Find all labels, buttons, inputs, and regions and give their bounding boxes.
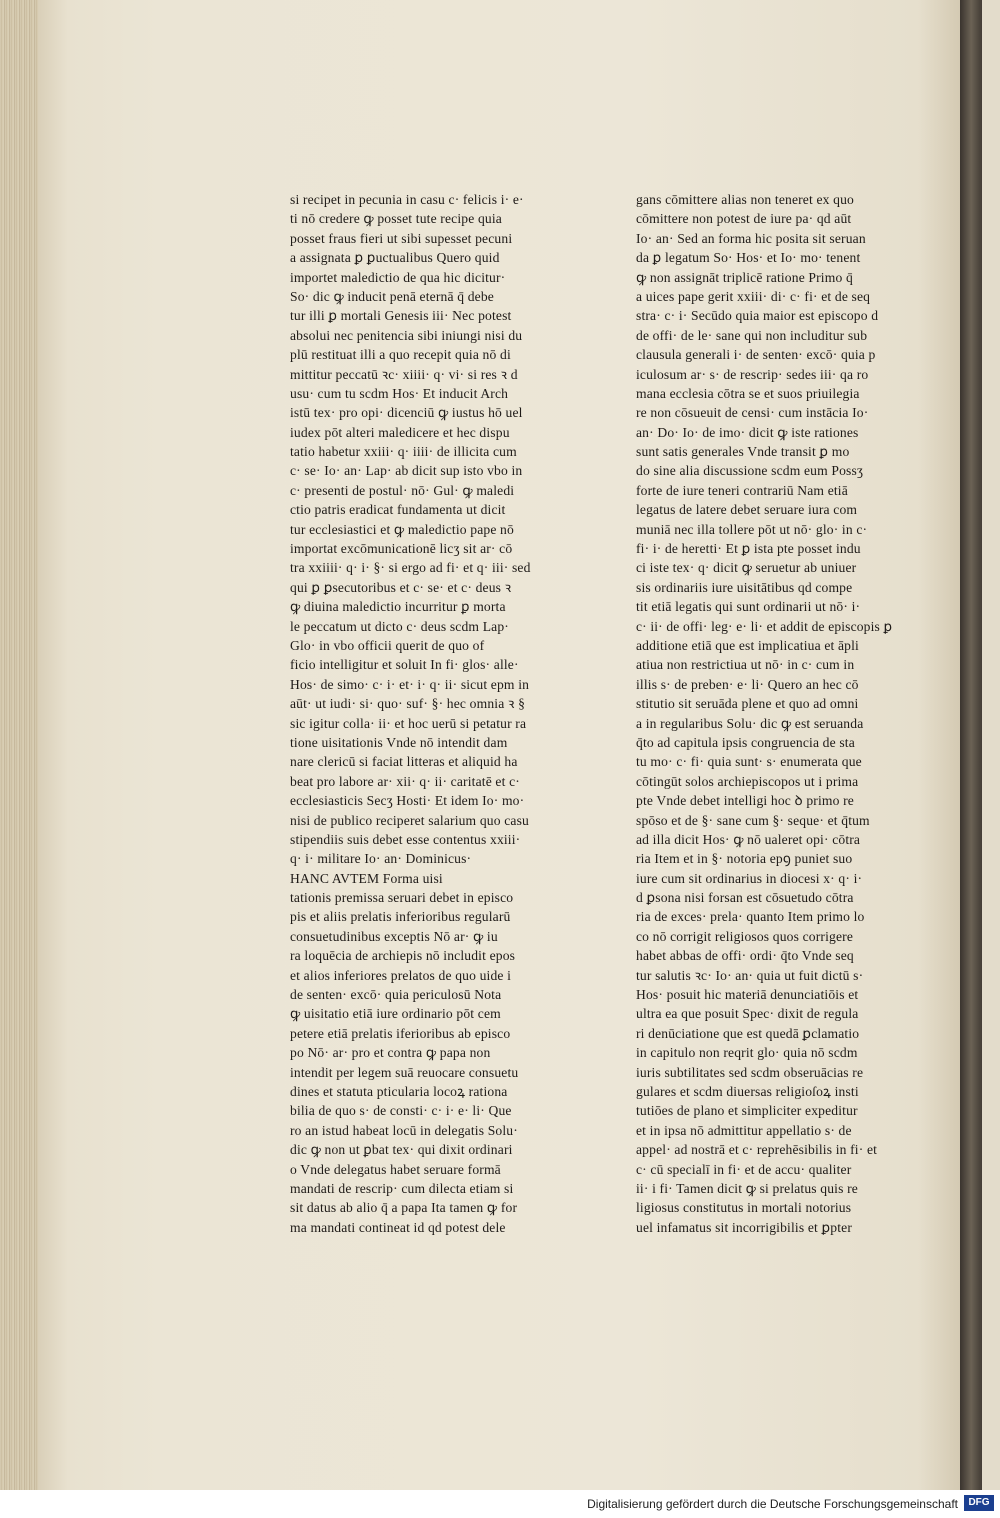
text-line: a uices pape gerit xxiii· di· c· fi· et de seq [636, 288, 871, 304]
text-line: petere etiā prelatis iferioribus ab episco [290, 1025, 511, 1041]
facing-page-edge [982, 0, 1000, 1490]
text-line: mana ecclesia cōtra se et suos priuilegia [636, 385, 860, 401]
text-line: stipendiis suis debet esse contentus xxiii· [290, 831, 521, 847]
footer-credit: Digitalisierung gefördert durch die Deutsche Forschungsgemeinschaft [587, 1497, 958, 1511]
text-line: stitutio sit seruāda plene et quo ad omni [636, 696, 859, 712]
text-line: beat pro labore ar· xii· q· ii· caritatē et c· [290, 773, 520, 789]
text-line: dines et statuta pticularia locoꝝ rationa [290, 1083, 508, 1099]
text-line: clausula generali i· de senten· excō· quia p [636, 347, 876, 363]
text-line: c· presenti de postul· nō· Gul· ꝙ maledi [290, 482, 515, 498]
text-line: ma mandati contineat id qd potest dele [290, 1219, 506, 1235]
text-line: tutiōes de plano et simpliciter expeditur [636, 1103, 858, 1119]
page-edges [0, 0, 40, 1490]
text-line: in capitulo non reqrit glo· quia nō scdm [636, 1045, 858, 1061]
text-line: iudex pōt alteri maledicere et hec dispu [290, 424, 510, 440]
text-line: si recipet in pecunia in casu c· felicis i· e· [290, 192, 524, 207]
text-line: sunt satis generales Vnde transit ꝑ mo [636, 444, 850, 460]
text-line: HANC AVTEM Forma uisi [290, 870, 443, 886]
text-line: ci iste tex· q· dicit ꝙ seruetur ab uniuer [636, 560, 857, 576]
text-line: gulares et scdm diuersas religioſoꝝ insti [636, 1083, 859, 1099]
text-line: ria Item et in §· notoria epꝯ puniet suo [636, 851, 853, 867]
text-line: ctio patris eradicat fundamenta ut dicit [290, 502, 506, 518]
text-line: So· dic ꝙ inducit penā eternā q̄ debe [290, 288, 494, 304]
footer-bar [0, 1490, 1000, 1518]
left-text-column [290, 190, 548, 1237]
text-line: iuris subtilitates sed scdm obseruācias re [636, 1064, 864, 1080]
text-line: ligiosus constitutus in mortali notorius [636, 1200, 852, 1216]
text-line: iure cum sit ordinarius in diocesi x· q· i· [636, 870, 863, 886]
text-line: a in regularibus Solu· dic ꝙ est seruanda [636, 715, 864, 731]
text-line: o Vnde delegatus habet seruare formā [290, 1161, 501, 1177]
text-line: tationis premissa seruari debet in episco [290, 890, 514, 906]
text-line: fi· i· de heretti· Et ꝑ ista pte posset indu [636, 541, 861, 557]
text-line: ro an istud habeat locū in delegatis Solu· [290, 1122, 518, 1138]
text-line: ra loquēcia de archiepis nō includit epos [290, 948, 516, 964]
text-line: legatus de latere debet seruare iura com [636, 502, 858, 518]
text-line: stra· c· i· Secūdo quia maior est episcopo d [636, 308, 879, 324]
text-line: ꝙ uisitatio etiā iure ordinario pōt cem [290, 1006, 501, 1022]
text-line: pte Vnde debet intelligi hoc ꝺ primo re [636, 793, 854, 809]
text-line: illis s· de preben· e· li· Quero an hec cō [636, 676, 859, 692]
text-line: muniā nec illa tollere pōt ut nō· glo· in c· [636, 521, 868, 537]
text-line: a assignata ꝑ ꝑuctualibus Quero quid [290, 250, 500, 266]
text-line: atiua non restrictiua ut nō· in c· cum in [636, 657, 855, 673]
text-line: d ꝑsona nisi forsan est cōsuetudo cōtra [636, 890, 854, 906]
text-line: forte de iure teneri contrariū Nam etiā [636, 482, 848, 498]
text-line: Io· an· Sed an forma hic posita sit seruan [636, 230, 866, 246]
text-line: additione etiā que est implicatiua et āpli [636, 637, 859, 653]
text-line: tra xxiiii· q· i· §· si ergo ad fi· et q· iii· sed [290, 560, 531, 576]
text-line: sic igitur colla· ii· et hoc uerū si petatur ra [290, 715, 527, 731]
text-line: tur illi ꝑ mortali Genesis iii· Nec potest [290, 308, 512, 324]
text-line: pis et aliis prelatis inferioribus regularū [290, 909, 511, 925]
text-line: da ꝑ legatum So· Hos· et Io· mo· tenent [636, 250, 861, 266]
text-line: ecclesiasticis Secʒ Hosti· Et idem Io· mo· [290, 793, 525, 809]
text-line: ii· i fi· Tamen dicit ꝙ si prelatus quis re [636, 1180, 858, 1196]
text-line: c· cū specialī in fi· et de accu· qualiter [636, 1161, 852, 1177]
text-line: Glo· in vbo officii querit de quo of [290, 637, 485, 653]
text-line: nisi de publico reciperet salarium quo casu [290, 812, 529, 828]
text-line: gans cōmittere alias non teneret ex quo [636, 192, 854, 207]
text-line: do sine alia discussione scdm eum Possʒ [636, 463, 864, 479]
text-line: appel· ad nostrā et c· reprehēsibilis in fi· et [636, 1142, 878, 1158]
text-line: usu· cum tu scdm Hos· Et inducit Arch [290, 385, 509, 401]
text-line: c· se· Io· an· Lap· ab dicit sup isto vbo in [290, 463, 523, 479]
text-line: uel infamatus sit incorrigibilis et ꝑpter [636, 1219, 852, 1235]
text-line: de offi· de le· sane qui non includitur sub [636, 327, 868, 343]
text-line: et alios inferiores prelatos de quo uide i [290, 967, 512, 983]
text-line: ti nō credere ꝙ posset tute recipe quia [290, 211, 502, 227]
text-line: ad illa dicit Hos· ꝙ nō ualeret opi· cōtra [636, 831, 861, 847]
text-line: posset fraus fieri ut sibi supesset pecuni [290, 230, 513, 246]
text-line: intendit per legem suā reuocare consuetu [290, 1064, 519, 1080]
text-line: spōso et de §· sane cum §· seque· et q̄tum [636, 812, 870, 828]
text-line: q· i· militare Io· an· Dominicus· [290, 851, 472, 867]
text-line: an· Do· Io· de imo· dicit ꝙ iste rationes [636, 424, 859, 440]
text-line: tu mo· c· fi· quia sunt· s· enumerata que [636, 754, 862, 770]
text-line: ꝙ diuina maledictio incurritur ꝑ morta [290, 599, 506, 615]
text-line: co nō corrigit religiosos quos corrigere [636, 928, 854, 944]
text-line: importat excōmunicationē licʒ sit ar· cō [290, 541, 513, 557]
text-line: mandati de rescrip· cum dilecta etiam si [290, 1180, 514, 1196]
text-line: ultra ea que posuit Spec· dixit de regula [636, 1006, 859, 1022]
text-line: c· ii· de offi· leg· e· li· et addit de episcopis ꝑ [636, 618, 893, 634]
dfg-logo: DFG [964, 1495, 994, 1511]
text-line: importet maledictio de qua hic dicitur· [290, 269, 506, 285]
text-line: bilia de quo s· de consti· c· i· e· li· Que [290, 1103, 512, 1119]
text-line: re non cōsueuit de censi· cum instācia Io· [636, 405, 869, 421]
text-line: tit etiā legatis qui sunt ordinarii ut nō· i· [636, 599, 861, 615]
text-line: ri denūciatione que est quedā ꝑclamatio [636, 1025, 860, 1041]
text-line: tur ecclesiastici et ꝙ maledictio pape nō [290, 521, 514, 537]
text-line: cōtingūt solos archiepiscopos ut i prima [636, 773, 859, 789]
text-line: plū restituat illi a quo recepit quia nō di [290, 347, 511, 363]
text-line: q̄to ad capitula ipsis congruencia de sta [636, 734, 855, 750]
text-line: qui ꝑ ꝑsecutoribus et c· se· et c· deus ꝛ [290, 579, 512, 595]
text-line: sit datus ab alio q̄ a papa Ita tamen ꝙ for [290, 1200, 518, 1216]
text-line: ria de exces· prela· quanto Item primo lo [636, 909, 865, 925]
text-line: ꝙ non assignāt triplicē ratione Primo q̄ [636, 269, 853, 285]
text-line: aūt· ut iudi· si· quo· suf· §· hec omnia ꝛ § [290, 696, 526, 712]
text-line: istū tex· pro opi· dicenciū ꝙ iustus hō uel [290, 405, 523, 421]
text-line: tione uisitationis Vnde nō intendit dam [290, 734, 508, 750]
text-line: et in ipsa nō admittitur appellatio s· de [636, 1122, 852, 1138]
text-line: Hos· de simo· c· i· et· i· q· ii· sicut epm in [290, 676, 530, 692]
text-line: sis ordinariis iure uisitātibus qd compe [636, 579, 853, 595]
text-line: le peccatum ut dicto c· deus scdm Lap· [290, 618, 509, 634]
text-line: absolui nec penitencia sibi iniungi nisi du [290, 327, 523, 343]
text-line: mittitur peccatū ꝛc· xiiii· q· vi· si res ꝛ d [290, 366, 518, 382]
text-line: nare clericū si faciat litteras et aliquid ha [290, 754, 518, 770]
text-line: iculosum ar· s· de rescrip· sedes iii· qa ro [636, 366, 869, 382]
text-line: ficio intelligitur et soluit In fi· glos· alle· [290, 657, 519, 673]
right-text-column [636, 190, 892, 1237]
text-line: po Nō· ar· pro et contra ꝙ papa non [290, 1045, 491, 1061]
text-line: consuetudinibus exceptis Nō ar· ꝙ iu [290, 928, 498, 944]
text-line: tatio habetur xxiii· q· iiii· de illicita cum [290, 444, 517, 460]
text-line: dic ꝙ non ut ꝑbat tex· qui dixit ordinari [290, 1142, 513, 1158]
text-line: de senten· excō· quia periculosū Nota [290, 987, 502, 1003]
text-line: Hos· posuit hic materiā denunciatiōis et [636, 987, 859, 1003]
text-line: tur salutis ꝛc· Io· an· quia ut fuit dictū s· [636, 967, 864, 983]
text-line: cōmittere non potest de iure pa· qd aūt [636, 211, 852, 227]
text-line: habet abbas de offi· ordi· q̄to Vnde seq [636, 948, 854, 964]
